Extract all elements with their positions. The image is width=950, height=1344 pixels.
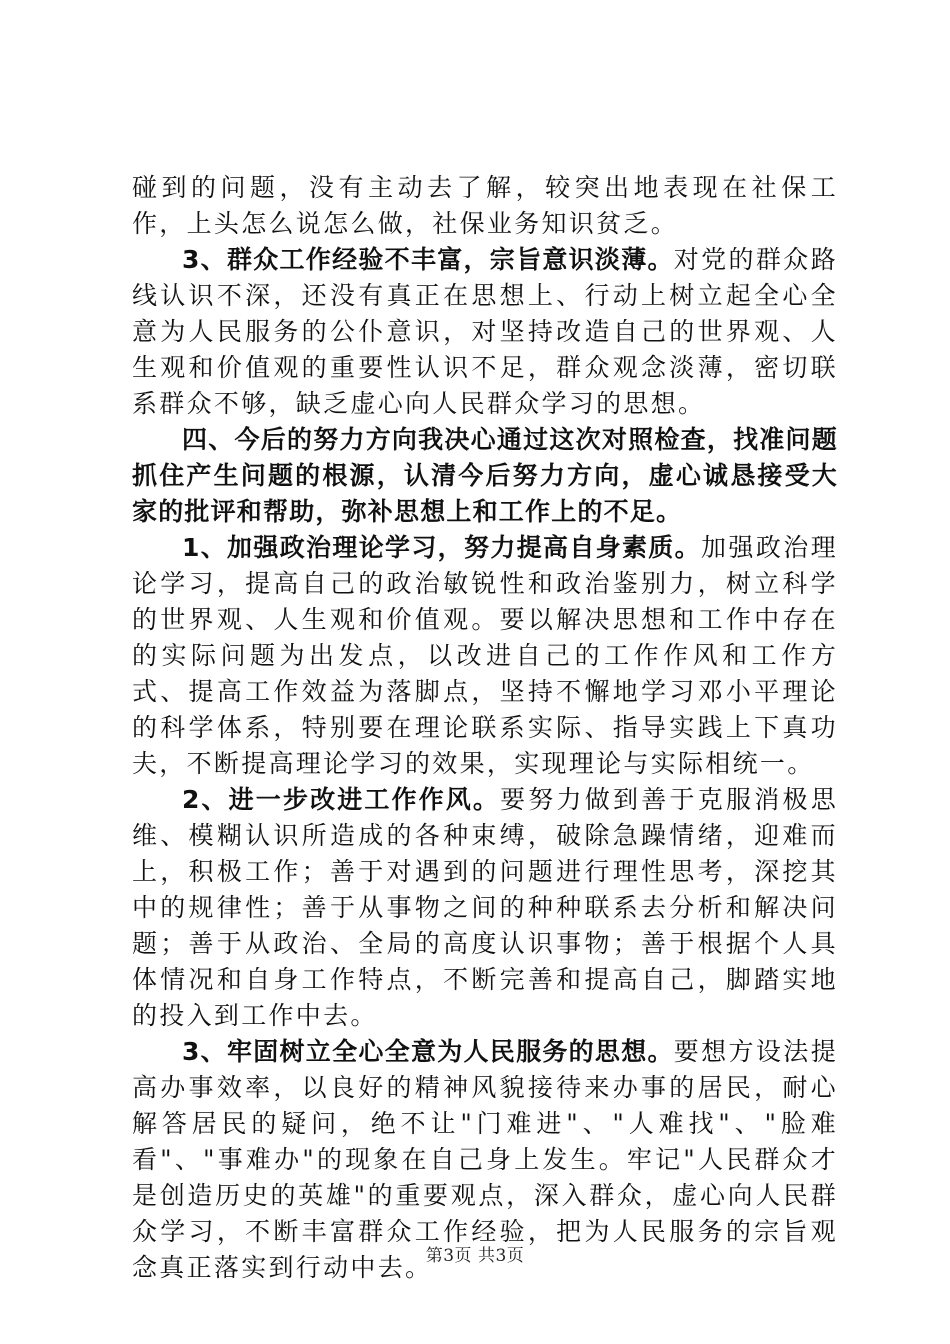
page-number: 第3页 共3页 bbox=[425, 1246, 525, 1266]
page-footer bbox=[0, 1241, 950, 1266]
document-body bbox=[132, 170, 838, 1286]
paragraph-political-study bbox=[132, 530, 838, 782]
paragraph-work-style bbox=[132, 782, 838, 1034]
paragraph-text: 要想方设法提高办事效率，以良好的精神风貌接待来办事的居民，耐心解答居民的疑问，绝不让"门难进"、"人难找"、"脸难看"、"事难办"的现象在自己身上发生。牢记"人民群众才是创造历史的英雄"的重要观点，深入群众，虚心向人民群众学习，不断丰富群众工作经验，把为人民服务的宗旨观念真正落实到行动中去。 bbox=[132, 1037, 838, 1282]
paragraph-heading: 3、牢固树立全心全意为人民服务的思想。 bbox=[182, 1037, 674, 1066]
paragraph-text: 对党的群众路线认识不深，还没有真正在思想上、行动上树立起全心全意为人民服务的公仆意识，对坚持改造自己的世界观、人生观和价值观的重要性认识不足，群众观念淡薄，密切联系群众不够，缺乏虚心向人民群众学习的思想。 bbox=[132, 245, 838, 418]
paragraph-text: 碰到的问题，没有主动去了解，较突出地表现在社保工作，上头怎么说怎么做，社保业务知识贫乏。 bbox=[132, 173, 838, 238]
section-heading: 四、今后的努力方向我决心通过这次对照检查，找准问题抓住产生问题的根源，认清今后努力方向，虚心诚恳接受大家的批评和帮助，弥补思想上和工作上的不足。 bbox=[132, 425, 838, 526]
paragraph-text: 加强政治理论学习，提高自己的政治敏锐性和政治鉴别力，树立科学的世界观、人生观和价值观。要以解决思想和工作中存在的实际问题为出发点，以改进自己的工作作风和工作方式、提高工作效益为落脚点，坚持不懈地学习邓小平理论的科学体系，特别要在理论联系实际、指导实践上下真功夫，不断提高理论学习的效果，实现理论与实际相统一。 bbox=[132, 533, 838, 778]
paragraph-heading: 1、加强政治理论学习，努力提高自身素质。 bbox=[182, 533, 701, 562]
paragraph-mass-work bbox=[132, 242, 838, 422]
paragraph-continuation bbox=[132, 170, 838, 242]
section-four-heading bbox=[132, 422, 838, 530]
paragraph-text: 要努力做到善于克服消极思维、模糊认识所造成的各种束缚，破除急躁情绪，迎难而上，积极工作；善于对遇到的问题进行理性思考，深挖其中的规律性；善于从事物之间的种种联系去分析和解决问题；善于从政治、全局的高度认识事物；善于根据个人具体情况和自身工作特点，不断完善和提高自己，脚踏实地的投入到工作中去。 bbox=[132, 785, 838, 1030]
paragraph-heading: 3、群众工作经验不丰富，宗旨意识淡薄。 bbox=[182, 245, 674, 274]
paragraph-heading: 2、进一步改进工作作风。 bbox=[182, 785, 501, 814]
